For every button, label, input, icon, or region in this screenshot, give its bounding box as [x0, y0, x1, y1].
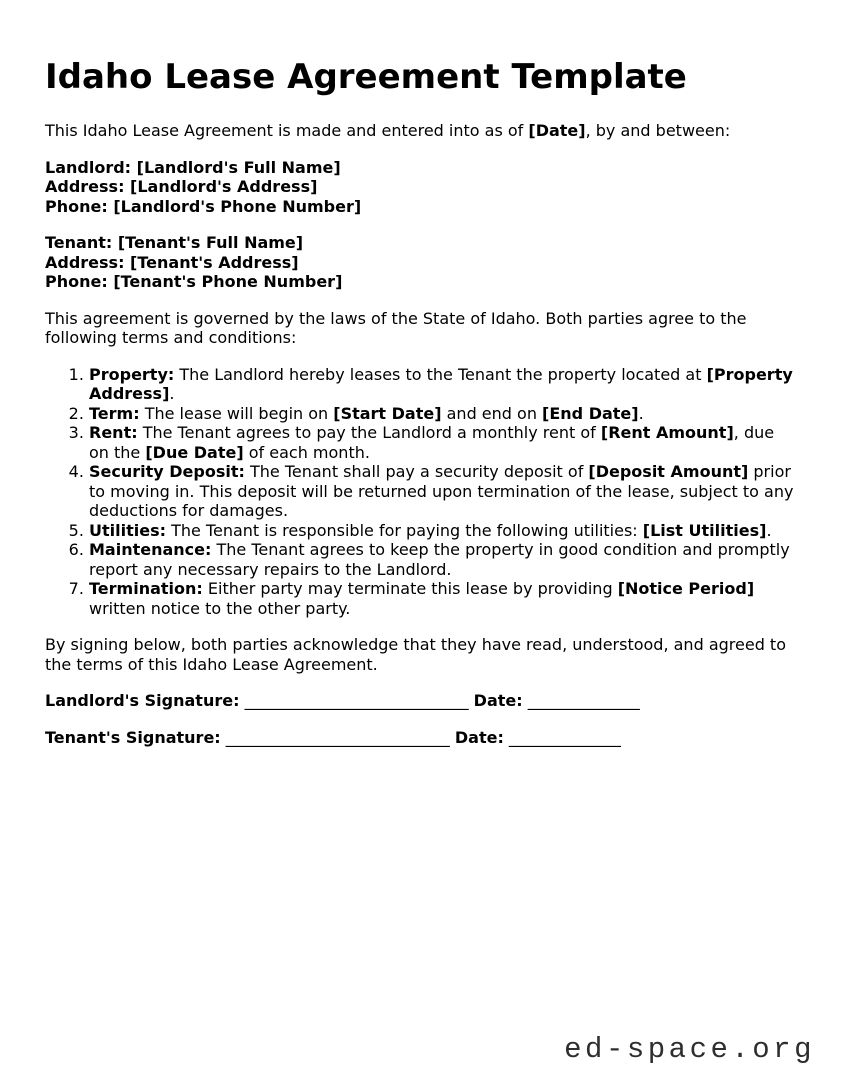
- text-run-bold: Date:: [454, 727, 504, 747]
- text-run-bold: [Rent Amount]: [600, 423, 734, 442]
- governing-paragraph: [45, 309, 798, 348]
- tenant-signature-line: [45, 728, 798, 748]
- text-run: .: [169, 384, 175, 403]
- text-run: This agreement is governed by the laws of the State of Idaho. Both parties agree to the following terms and conditions:: [45, 308, 747, 347]
- text-run-bold: [List Utilities]: [642, 520, 767, 540]
- text-run-bold: Tenant: [Tenant's Full Name]: [45, 233, 304, 252]
- text-run-bold: [Property Address]: [89, 364, 793, 403]
- text-run-bold: Date:: [473, 691, 523, 710]
- text-run-bold: Utilities:: [89, 520, 166, 540]
- text-run: ______________: [522, 691, 640, 710]
- terms-item: [89, 423, 798, 462]
- info-line: [45, 253, 299, 272]
- info-line: [45, 197, 361, 216]
- text-run: The Tenant agrees to keep the property in good condition and promptly report any necessary repairs to the Landlord.: [89, 540, 790, 579]
- text-run-bold: Address: [Landlord's Address]: [45, 177, 318, 196]
- info-line: [45, 272, 342, 291]
- text-run-bold: [End Date]: [542, 403, 639, 423]
- text-run-bold: Address: [Tenant's Address]: [45, 252, 299, 272]
- text-run-bold: Term:: [89, 403, 140, 423]
- text-run: .: [638, 403, 644, 423]
- info-line: [45, 177, 317, 196]
- info-line: [45, 158, 341, 177]
- text-run: prior to moving in. This deposit will be returned upon termination of the lease, subject to any deductions for damages.: [89, 462, 794, 520]
- text-run: , due on the: [89, 423, 775, 462]
- text-run-bold: [Date]: [528, 121, 586, 140]
- text-run: and end on: [441, 403, 543, 423]
- text-run: The Tenant shall pay a security deposit of: [244, 462, 589, 481]
- acknowledgment-paragraph: [45, 635, 798, 674]
- text-run-bold: Phone: [Tenant's Phone Number]: [45, 272, 343, 291]
- terms-item: [89, 404, 798, 424]
- tenant-info-block: [45, 233, 798, 292]
- terms-list: [45, 365, 798, 619]
- terms-item: [89, 462, 798, 521]
- text-run: ____________________________: [239, 691, 474, 710]
- text-run: ____________________________: [220, 727, 455, 747]
- page-title: Idaho Lease Agreement Template: [45, 57, 687, 97]
- text-run: .: [766, 520, 772, 540]
- text-run-bold: Maintenance:: [89, 540, 212, 559]
- text-run: written notice to the other party.: [89, 598, 351, 618]
- text-run: of each month.: [243, 442, 370, 462]
- text-run-bold: Rent:: [89, 423, 138, 442]
- text-run: The Tenant is responsible for paying the following utilities:: [166, 520, 643, 540]
- landlord-signature-line: [45, 691, 798, 711]
- text-run: The Tenant agrees to pay the Landlord a monthly rent of: [137, 423, 601, 442]
- text-run-bold: [Deposit Amount]: [588, 462, 749, 481]
- text-run-bold: Phone: [Landlord's Phone Number]: [45, 196, 362, 216]
- intro-paragraph: [45, 121, 798, 141]
- text-run-bold: [Start Date]: [333, 403, 442, 423]
- terms-item: [89, 521, 798, 541]
- text-run-bold: [Due Date]: [145, 442, 244, 462]
- terms-item: [89, 579, 798, 618]
- text-run-bold: Tenant's Signature:: [45, 727, 221, 747]
- text-run: , by and between:: [585, 121, 731, 140]
- text-run-bold: Property:: [89, 364, 175, 384]
- text-run-bold: Security Deposit:: [89, 462, 245, 481]
- watermark: ed-space.org: [564, 1033, 815, 1066]
- terms-item: [89, 365, 798, 404]
- text-run: This Idaho Lease Agreement is made and entered into as of: [45, 121, 529, 140]
- text-run-bold: [Notice Period]: [617, 579, 755, 598]
- text-run: By signing below, both parties acknowledge that they have read, understood, and agreed to the terms of this Idaho Lease Agreement.: [45, 635, 786, 674]
- landlord-info-block: [45, 158, 798, 217]
- text-run: The lease will begin on: [139, 403, 334, 423]
- text-run: The Landlord hereby leases to the Tenant the property located at: [174, 364, 707, 384]
- text-run: ______________: [503, 727, 621, 747]
- text-run-bold: Landlord: [Landlord's Full Name]: [45, 157, 341, 177]
- terms-item: [89, 540, 798, 579]
- info-line: [45, 233, 303, 252]
- text-run: Either party may terminate this lease by providing: [202, 579, 618, 598]
- text-run-bold: Termination:: [89, 579, 203, 598]
- text-run-bold: Landlord's Signature:: [45, 691, 240, 710]
